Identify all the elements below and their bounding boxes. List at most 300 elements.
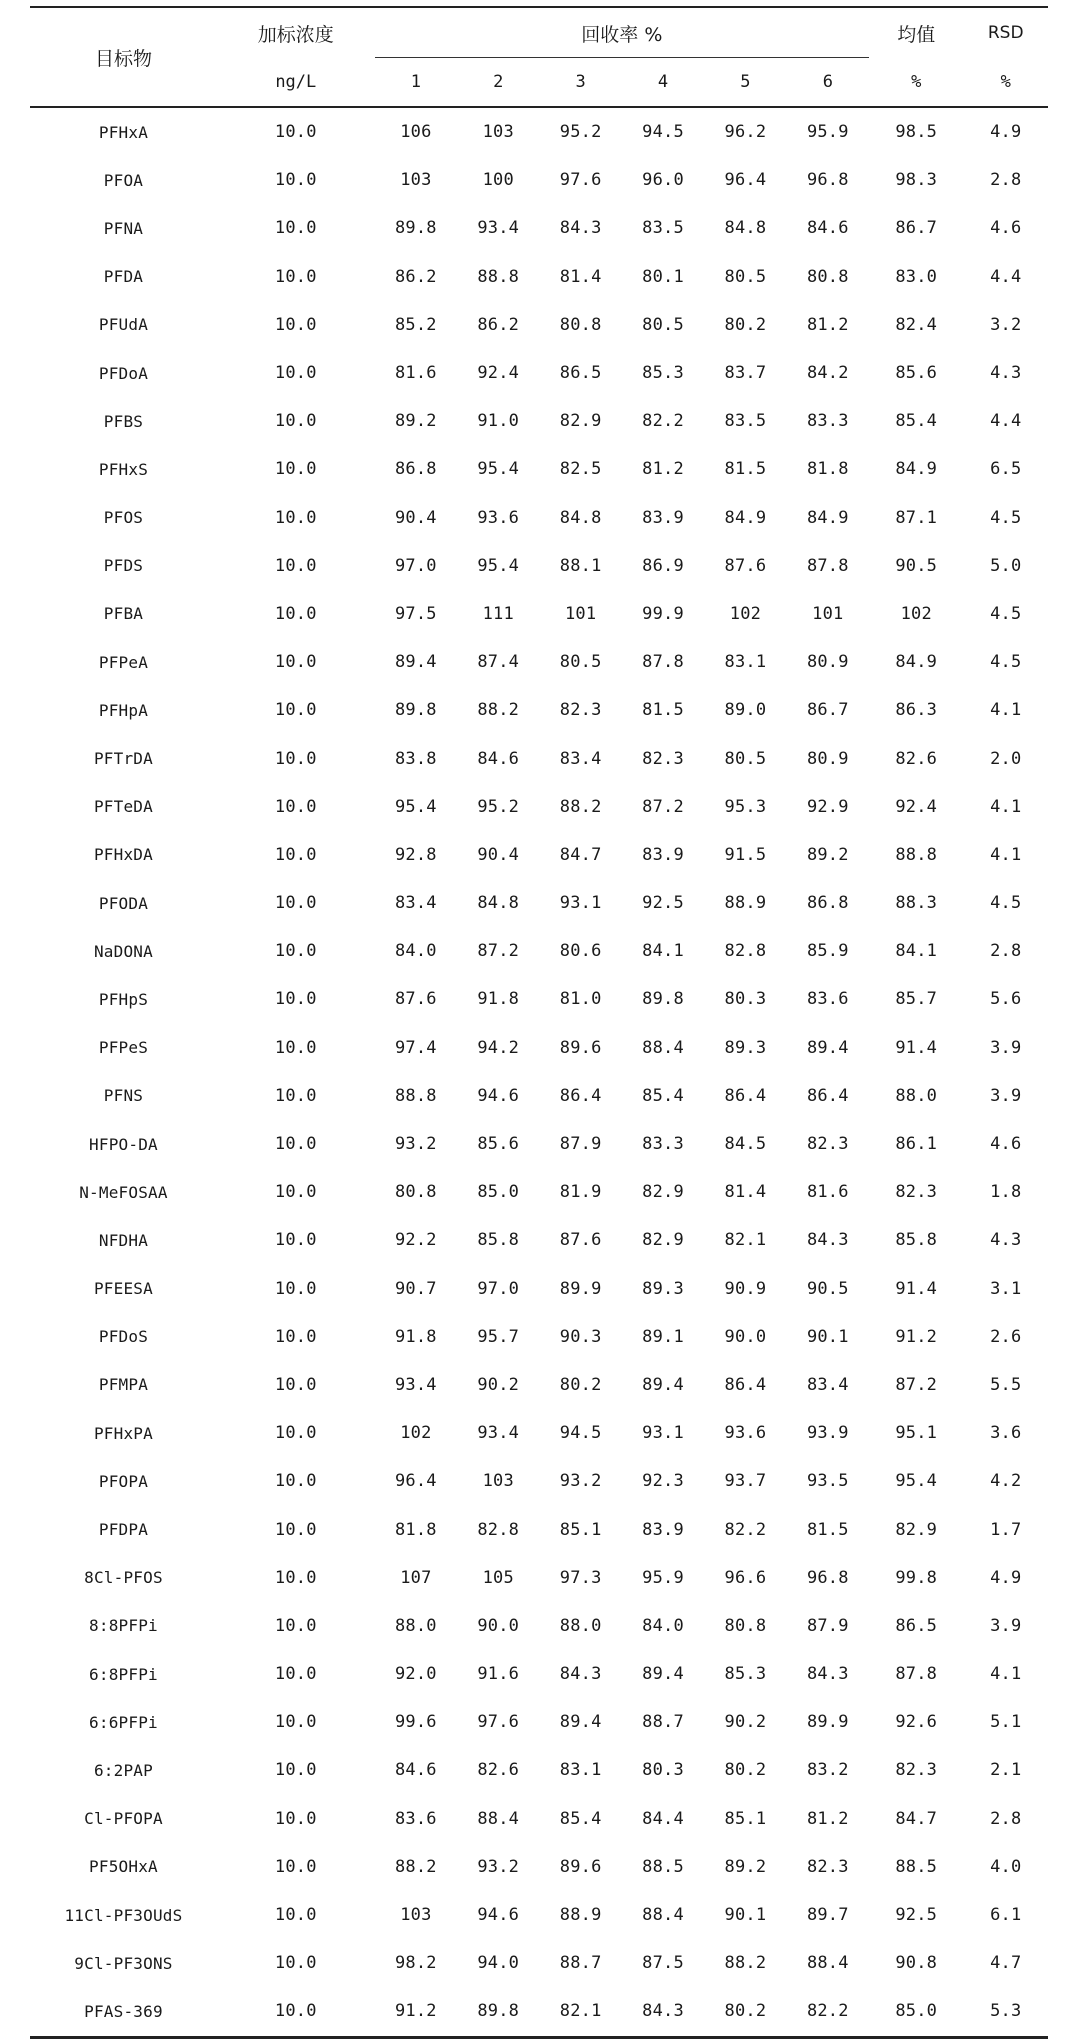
recovery-cell-4: 80.1 (642, 266, 684, 287)
recovery-cell-6: 84.3 (806, 1230, 849, 1251)
table-row (30, 975, 1048, 1023)
recovery-cell-2: 87.2 (477, 941, 520, 962)
analyte-cell: PFOS (103, 508, 144, 528)
recovery-cell-4: 83.5 (642, 218, 684, 239)
recovery-cell-5: 82.2 (724, 1519, 767, 1540)
recovery-cell-1: 83.4 (394, 893, 437, 914)
mean-cell: 85.7 (895, 989, 938, 1010)
table-row (30, 1891, 1048, 1939)
spike-conc-cell: 10.0 (274, 796, 317, 817)
recovery-cell-4: 88.4 (642, 1037, 684, 1058)
rsd-cell: 5.3 (990, 2001, 1022, 2022)
recovery-cell-4: 87.8 (642, 652, 684, 673)
spike-conc-cell: 10.0 (274, 266, 317, 287)
spike-conc-cell: 10.0 (274, 1471, 317, 1492)
mean-cell: 98.3 (895, 170, 938, 191)
rsd-cell: 4.3 (990, 1230, 1022, 1251)
recovery-cell-1: 84.6 (394, 1760, 437, 1781)
header-recovery-col-5: 5 (740, 72, 751, 92)
analyte-cell: 11Cl-PF3OUdS (64, 1905, 183, 1925)
recovery-cell-3: 82.1 (559, 2001, 602, 2022)
recovery-cell-2: 85.6 (477, 1134, 520, 1155)
recovery-cell-6: 92.9 (806, 796, 849, 817)
recovery-cell-1: 89.8 (394, 218, 437, 239)
recovery-cell-4: 89.4 (642, 1374, 684, 1395)
recovery-cell-5: 85.1 (724, 1808, 767, 1829)
recovery-cell-4: 84.3 (642, 2001, 684, 2022)
mean-cell: 82.9 (895, 1519, 938, 1540)
table-row (30, 1361, 1048, 1409)
recovery-cell-3: 97.3 (559, 1567, 602, 1588)
spike-conc-cell: 10.0 (274, 1664, 317, 1685)
mean-cell: 98.5 (895, 122, 938, 143)
recovery-cell-6: 81.6 (806, 1182, 849, 1203)
recovery-cell-6: 101 (812, 603, 844, 624)
recovery-cell-5: 90.0 (724, 1326, 767, 1347)
recovery-cell-2: 82.6 (477, 1760, 520, 1781)
recovery-cell-4: 93.1 (642, 1423, 684, 1444)
recovery-cell-5: 81.4 (724, 1182, 767, 1203)
table-row (30, 1024, 1048, 1072)
rsd-cell: 3.1 (990, 1278, 1022, 1299)
rsd-cell: 5.0 (990, 555, 1022, 576)
recovery-cell-4: 88.4 (642, 1905, 684, 1926)
recovery-cell-3: 84.8 (559, 507, 602, 528)
recovery-cell-5: 84.8 (724, 218, 767, 239)
recovery-cell-5: 90.1 (724, 1905, 767, 1926)
recovery-cell-1: 91.2 (394, 2001, 437, 2022)
recovery-cell-1: 97.4 (394, 1037, 437, 1058)
recovery-cell-3: 90.3 (559, 1326, 602, 1347)
table-row (30, 1168, 1048, 1216)
recovery-cell-6: 81.8 (806, 459, 849, 480)
recovery-cell-3: 88.1 (559, 555, 602, 576)
recovery-cell-5: 83.1 (724, 652, 767, 673)
recovery-cell-4: 80.3 (642, 1760, 684, 1781)
recovery-cell-5: 80.2 (724, 2001, 767, 2022)
analyte-cell: PFHxS (98, 459, 149, 479)
recovery-cell-5: 89.2 (724, 1856, 767, 1877)
recovery-cell-6: 81.2 (806, 1808, 849, 1829)
recovery-cell-3: 95.2 (559, 122, 602, 143)
header-recovery-col-1: 1 (410, 72, 421, 92)
recovery-cell-4: 83.9 (642, 507, 684, 528)
recovery-cell-4: 87.5 (642, 1953, 684, 1974)
mean-cell: 92.6 (895, 1712, 938, 1733)
table-row (30, 1505, 1048, 1553)
recovery-cell-4: 95.9 (642, 1567, 684, 1588)
recovery-cell-1: 80.8 (394, 1182, 437, 1203)
table-row (30, 1265, 1048, 1313)
recovery-cell-6: 90.5 (806, 1278, 849, 1299)
analyte-cell: PFEESA (93, 1279, 153, 1299)
rsd-cell: 4.1 (990, 700, 1022, 721)
recovery-cell-6: 81.2 (806, 314, 849, 335)
recovery-group-underline (375, 57, 869, 58)
recovery-cell-2: 88.8 (477, 266, 520, 287)
header-spike-conc: 加标浓度 (257, 23, 334, 46)
recovery-cell-2: 94.2 (477, 1037, 520, 1058)
recovery-cell-6: 80.9 (806, 652, 849, 673)
header-mean-unit: % (911, 72, 922, 92)
recovery-cell-4: 84.1 (642, 941, 684, 962)
table-row (30, 1987, 1048, 2037)
recovery-cell-2: 111 (482, 603, 514, 624)
spike-conc-cell: 10.0 (274, 218, 317, 239)
recovery-cell-3: 89.6 (559, 1037, 602, 1058)
mean-cell: 84.9 (895, 652, 938, 673)
table-row (30, 494, 1048, 542)
recovery-cell-1: 88.0 (394, 1615, 437, 1636)
recovery-cell-5: 90.2 (724, 1712, 767, 1733)
analyte-cell: N-MeFOSAA (79, 1182, 168, 1202)
recovery-cell-4: 82.2 (642, 411, 684, 432)
table-row (30, 397, 1048, 445)
rsd-cell: 4.7 (990, 1953, 1022, 1974)
recovery-cell-3: 89.9 (559, 1278, 602, 1299)
recovery-cell-6: 89.9 (806, 1712, 849, 1733)
recovery-cell-1: 107 (400, 1567, 432, 1588)
recovery-cell-4: 83.9 (642, 1519, 684, 1540)
recovery-table (30, 6, 1048, 2039)
spike-conc-cell: 10.0 (274, 2001, 317, 2022)
recovery-cell-1: 106 (400, 122, 432, 143)
recovery-cell-1: 81.8 (394, 1519, 437, 1540)
analyte-cell: 6:2PAP (93, 1760, 153, 1780)
recovery-cell-1: 83.8 (394, 748, 437, 769)
recovery-cell-4: 85.4 (642, 1085, 684, 1106)
recovery-cell-6: 84.3 (806, 1664, 849, 1685)
mean-cell: 91.4 (895, 1037, 938, 1058)
recovery-cell-1: 97.0 (394, 555, 437, 576)
spike-conc-cell: 10.0 (274, 844, 317, 865)
recovery-cell-2: 85.8 (477, 1230, 520, 1251)
recovery-cell-5: 84.9 (724, 507, 767, 528)
recovery-cell-3: 101 (564, 603, 597, 624)
recovery-cell-2: 95.2 (477, 796, 520, 817)
recovery-cell-3: 85.1 (559, 1519, 602, 1540)
analyte-cell: PFDoS (98, 1327, 149, 1347)
recovery-cell-2: 95.4 (477, 459, 520, 480)
recovery-cell-6: 82.3 (806, 1134, 849, 1155)
spike-conc-cell: 10.0 (274, 1326, 317, 1347)
recovery-cell-2: 103 (482, 122, 514, 143)
mean-cell: 82.3 (895, 1182, 938, 1203)
recovery-cell-3: 84.3 (559, 218, 602, 239)
rsd-cell: 2.6 (990, 1326, 1022, 1347)
recovery-cell-2: 93.2 (477, 1856, 520, 1877)
recovery-cell-2: 90.0 (477, 1615, 520, 1636)
recovery-cell-3: 80.5 (559, 652, 602, 673)
spike-conc-cell: 10.0 (274, 555, 317, 576)
recovery-cell-6: 85.9 (806, 941, 849, 962)
recovery-cell-4: 88.7 (642, 1712, 684, 1733)
recovery-cell-4: 89.8 (642, 989, 684, 1010)
rsd-cell: 2.8 (990, 170, 1022, 191)
recovery-cell-1: 89.4 (394, 652, 437, 673)
recovery-cell-3: 88.9 (559, 1905, 602, 1926)
recovery-cell-2: 90.4 (477, 844, 520, 865)
spike-conc-cell: 10.0 (274, 1905, 317, 1926)
recovery-cell-3: 84.7 (559, 844, 602, 865)
recovery-cell-5: 80.8 (724, 1615, 767, 1636)
analyte-cell: PFDoA (98, 363, 149, 383)
recovery-cell-6: 84.6 (806, 218, 849, 239)
mean-cell: 91.2 (895, 1326, 938, 1347)
analyte-cell: PF5OHxA (89, 1857, 158, 1877)
mean-cell: 92.4 (895, 796, 938, 817)
mean-cell: 87.2 (895, 1374, 938, 1395)
rsd-cell: 3.9 (990, 1085, 1022, 1106)
header-recovery-group (375, 7, 869, 58)
recovery-cell-3: 94.5 (559, 1423, 602, 1444)
recovery-cell-1: 95.4 (394, 796, 437, 817)
analyte-cell: PFHpA (98, 700, 149, 720)
table-row (30, 1698, 1048, 1746)
recovery-cell-4: 82.9 (642, 1182, 684, 1203)
analyte-cell: PFNS (103, 1086, 144, 1106)
recovery-cell-3: 81.9 (559, 1182, 602, 1203)
recovery-cell-2: 94.0 (477, 1953, 520, 1974)
recovery-cell-6: 87.8 (806, 555, 849, 576)
recovery-cell-1: 103 (400, 1905, 432, 1926)
header-recovery-label: 回收率 % (581, 23, 663, 46)
recovery-cell-2: 91.0 (477, 411, 520, 432)
recovery-cell-3: 89.6 (559, 1856, 602, 1877)
recovery-cell-5: 81.5 (724, 459, 767, 480)
recovery-cell-3: 80.6 (559, 941, 602, 962)
recovery-cell-3: 81.4 (559, 266, 602, 287)
recovery-cell-2: 93.6 (477, 507, 520, 528)
recovery-cell-6: 93.5 (806, 1471, 849, 1492)
recovery-cell-5: 86.4 (724, 1374, 767, 1395)
rsd-cell: 4.1 (990, 844, 1022, 865)
recovery-cell-3: 93.1 (559, 893, 602, 914)
rsd-cell: 1.8 (990, 1182, 1022, 1203)
spike-conc-cell: 10.0 (274, 1760, 317, 1781)
recovery-cell-2: 86.2 (477, 314, 520, 335)
recovery-cell-6: 82.2 (806, 2001, 849, 2022)
table-row (30, 1554, 1048, 1602)
header-recovery-col-6: 6 (822, 72, 833, 92)
spike-conc-cell: 10.0 (274, 748, 317, 769)
recovery-cell-1: 91.8 (394, 1326, 437, 1347)
recovery-cell-5: 95.3 (724, 796, 767, 817)
recovery-cell-1: 92.0 (394, 1664, 437, 1685)
recovery-cell-6: 83.6 (806, 989, 849, 1010)
rsd-cell: 4.5 (990, 507, 1022, 528)
recovery-cell-1: 89.8 (394, 700, 437, 721)
table-row (30, 1216, 1048, 1264)
rsd-cell: 3.9 (990, 1037, 1022, 1058)
header-mean: 均值 (897, 23, 936, 46)
spike-conc-cell: 10.0 (274, 1953, 317, 1974)
recovery-cell-5: 102 (729, 603, 762, 624)
rsd-cell: 1.7 (990, 1519, 1022, 1540)
table-row (30, 301, 1048, 349)
recovery-cell-4: 83.3 (642, 1134, 684, 1155)
recovery-cell-1: 98.2 (394, 1953, 437, 1974)
recovery-cell-6: 90.1 (806, 1326, 849, 1347)
recovery-cell-2: 94.6 (477, 1905, 520, 1926)
recovery-cell-2: 89.8 (477, 2001, 520, 2022)
rsd-cell: 2.8 (990, 1808, 1022, 1829)
recovery-cell-1: 85.2 (394, 314, 437, 335)
recovery-cell-2: 88.4 (477, 1808, 520, 1829)
recovery-cell-4: 82.9 (642, 1230, 684, 1251)
recovery-cell-5: 93.7 (724, 1471, 767, 1492)
recovery-cell-4: 86.9 (642, 555, 684, 576)
recovery-cell-2: 100 (482, 170, 514, 191)
recovery-cell-6: 95.9 (806, 122, 849, 143)
table-row (30, 1120, 1048, 1168)
spike-conc-cell: 10.0 (274, 1037, 317, 1058)
recovery-cell-2: 105 (482, 1567, 514, 1588)
rsd-cell: 4.4 (990, 266, 1022, 287)
recovery-cell-6: 83.4 (806, 1374, 849, 1395)
mean-cell: 85.8 (895, 1230, 938, 1251)
recovery-cell-3: 97.6 (559, 170, 602, 191)
rsd-cell: 4.6 (990, 218, 1022, 239)
recovery-cell-4: 88.5 (642, 1856, 684, 1877)
recovery-cell-3: 88.0 (559, 1615, 602, 1636)
rsd-cell: 4.0 (990, 1856, 1022, 1877)
table-row (30, 1409, 1048, 1457)
mean-cell: 85.4 (895, 411, 938, 432)
header-recovery-col-4: 4 (657, 72, 669, 92)
recovery-cell-1: 92.8 (394, 844, 437, 865)
table-row (30, 590, 1048, 638)
recovery-cell-2: 88.2 (477, 700, 520, 721)
recovery-cell-6: 84.2 (806, 363, 849, 384)
rsd-cell: 6.5 (990, 459, 1022, 480)
mean-cell: 88.0 (895, 1085, 938, 1106)
recovery-cell-3: 88.2 (559, 796, 602, 817)
rsd-cell: 2.0 (990, 748, 1022, 769)
analyte-cell: 6:6PFPi (89, 1712, 158, 1732)
rsd-cell: 4.5 (990, 603, 1022, 624)
mean-cell: 88.3 (895, 893, 938, 914)
recovery-cell-3: 84.3 (559, 1664, 602, 1685)
recovery-cell-6: 81.5 (806, 1519, 849, 1540)
recovery-cell-2: 97.6 (477, 1712, 520, 1733)
recovery-cell-1: 88.2 (394, 1856, 437, 1877)
recovery-cell-6: 88.4 (806, 1953, 849, 1974)
recovery-cell-1: 103 (400, 170, 432, 191)
recovery-cell-4: 89.3 (642, 1278, 684, 1299)
table-row (30, 1746, 1048, 1794)
table-row (30, 156, 1048, 204)
spike-conc-cell: 10.0 (274, 941, 317, 962)
recovery-cell-1: 86.2 (394, 266, 437, 287)
recovery-cell-4: 84.0 (642, 1615, 684, 1636)
spike-conc-cell: 10.0 (274, 989, 317, 1010)
recovery-cell-2: 90.2 (477, 1374, 520, 1395)
recovery-cell-2: 91.8 (477, 989, 520, 1010)
analyte-cell: HFPO-DA (89, 1134, 158, 1154)
table-row (30, 1939, 1048, 1987)
spike-conc-cell: 10.0 (274, 1808, 317, 1829)
recovery-table-container (30, 6, 1048, 2039)
recovery-cell-6: 96.8 (806, 170, 849, 191)
mean-cell: 86.3 (895, 700, 938, 721)
recovery-cell-5: 89.0 (724, 700, 767, 721)
recovery-cell-6: 93.9 (806, 1423, 849, 1444)
analyte-cell: PFBA (103, 604, 144, 624)
recovery-cell-3: 83.4 (559, 748, 602, 769)
recovery-cell-6: 82.3 (806, 1856, 849, 1877)
recovery-cell-4: 82.3 (642, 748, 684, 769)
analyte-cell: PFNA (103, 218, 144, 238)
recovery-cell-1: 86.8 (394, 459, 437, 480)
spike-conc-cell: 10.0 (274, 1519, 317, 1540)
recovery-cell-3: 93.2 (559, 1471, 602, 1492)
recovery-cell-5: 89.3 (724, 1037, 767, 1058)
recovery-cell-4: 94.5 (642, 122, 684, 143)
recovery-cell-1: 92.2 (394, 1230, 437, 1251)
recovery-cell-4: 85.3 (642, 363, 684, 384)
recovery-cell-3: 85.4 (559, 1808, 602, 1829)
spike-conc-cell: 10.0 (274, 363, 317, 384)
recovery-cell-3: 82.5 (559, 459, 602, 480)
recovery-cell-3: 81.0 (559, 989, 602, 1010)
analyte-cell: PFODA (98, 893, 149, 913)
rsd-cell: 4.5 (990, 893, 1022, 914)
mean-cell: 85.0 (895, 2001, 938, 2022)
table-header (30, 7, 1048, 107)
rsd-cell: 3.2 (990, 314, 1022, 335)
rsd-cell: 3.9 (990, 1615, 1022, 1636)
spike-conc-cell: 10.0 (274, 1615, 317, 1636)
spike-conc-cell: 10.0 (274, 1134, 317, 1155)
recovery-cell-3: 82.3 (559, 700, 602, 721)
recovery-cell-3: 86.5 (559, 363, 602, 384)
analyte-cell: PFPeA (98, 652, 149, 672)
recovery-cell-1: 88.8 (394, 1085, 437, 1106)
recovery-cell-6: 96.8 (806, 1567, 849, 1588)
recovery-cell-1: 93.4 (394, 1374, 437, 1395)
recovery-cell-2: 97.0 (477, 1278, 520, 1299)
recovery-cell-5: 87.6 (724, 555, 767, 576)
analyte-cell: 6:8PFPi (89, 1664, 158, 1684)
mean-cell: 82.3 (895, 1760, 938, 1781)
recovery-cell-6: 83.2 (806, 1760, 849, 1781)
recovery-cell-5: 88.9 (724, 893, 767, 914)
mean-cell: 95.4 (895, 1471, 938, 1492)
recovery-cell-2: 93.4 (477, 218, 520, 239)
spike-conc-cell: 10.0 (274, 603, 317, 624)
recovery-cell-5: 83.5 (724, 411, 767, 432)
recovery-cell-2: 82.8 (477, 1519, 520, 1540)
spike-conc-cell: 10.0 (274, 314, 317, 335)
recovery-cell-5: 80.5 (724, 266, 767, 287)
spike-conc-cell: 10.0 (274, 1712, 317, 1733)
recovery-cell-4: 89.4 (642, 1664, 684, 1685)
analyte-cell: PFMPA (98, 1375, 149, 1395)
table-row (30, 349, 1048, 397)
mean-cell: 82.4 (895, 314, 938, 335)
rsd-cell: 6.1 (990, 1905, 1022, 1926)
analyte-cell: PFDPA (98, 1520, 149, 1540)
header-recovery-col-3: 3 (575, 72, 586, 92)
recovery-cell-6: 89.2 (806, 844, 849, 865)
mean-cell: 86.5 (895, 1615, 938, 1636)
mean-cell: 91.4 (895, 1278, 938, 1299)
recovery-cell-5: 96.6 (724, 1567, 767, 1588)
recovery-cell-5: 80.2 (724, 314, 767, 335)
recovery-cell-4: 87.2 (642, 796, 684, 817)
analyte-cell: 8:8PFPi (89, 1616, 158, 1636)
